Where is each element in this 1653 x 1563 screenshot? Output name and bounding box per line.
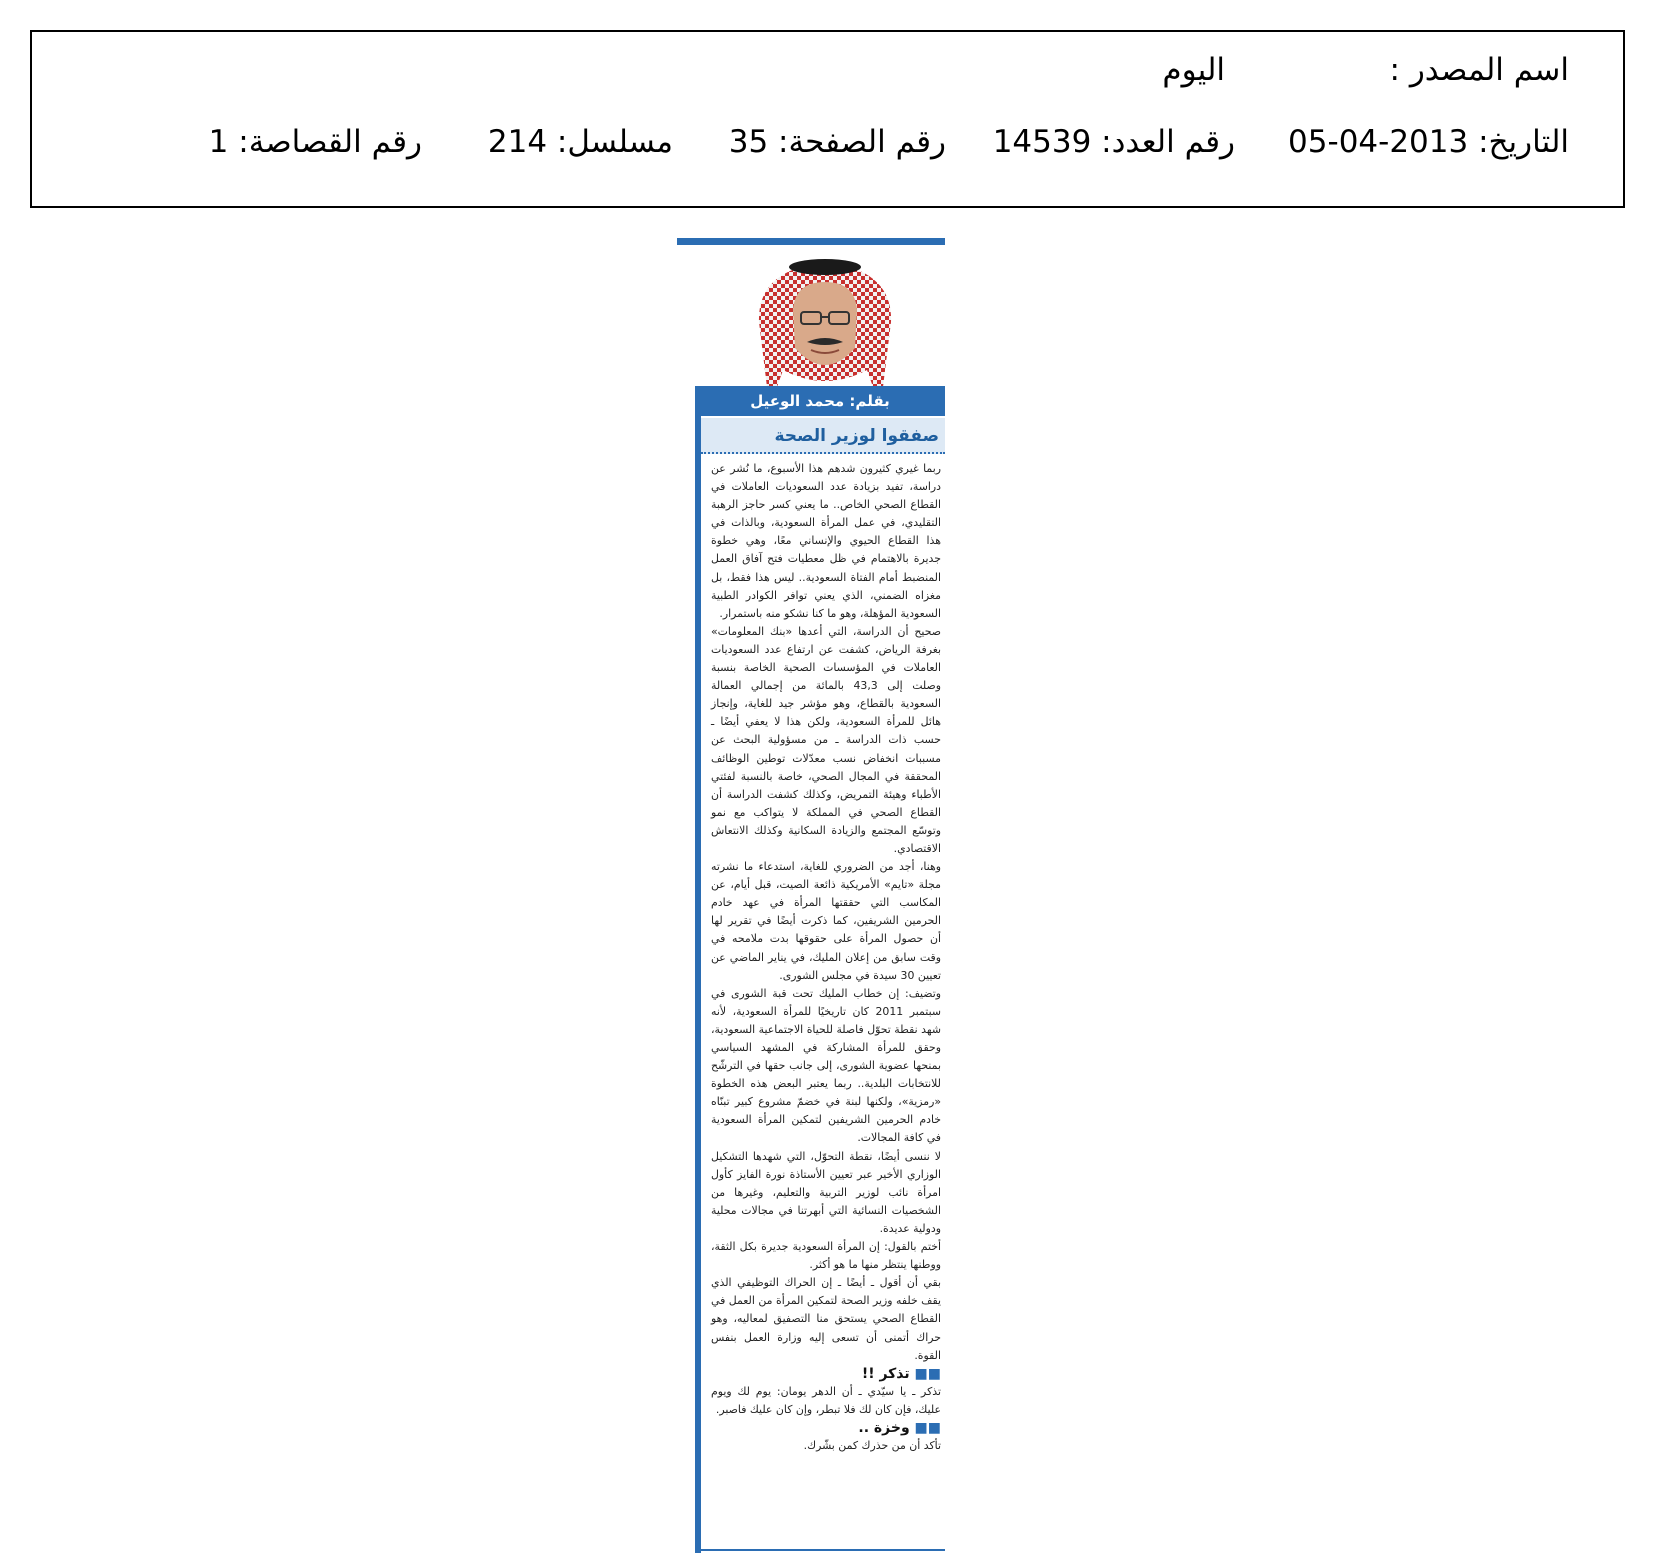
article-body [711, 460, 941, 1455]
square-bullet-icon: ■■ [909, 1365, 941, 1382]
jab-heading [711, 1419, 941, 1437]
paragraph: لا ننسى أيضًا، نقطة التحوّل، التي شهدها التشكيل الوزاري الأخير عبر تعيين الأستاذة نورة الفايز كأول امرأة نائب لوزير التربية والتعليم، وغيرها من الشخصيات النسائية التي أبهرتنا في مجالات محلية ودولية عديدة. [711, 1149, 941, 1235]
paragraph: ربما غيري كثيرون شدهم هذا الأسبوع، ما نُشر عن دراسة، تفيد بزيادة عدد السعوديات العاملات في القطاع الصحي الخاص.. ما يعني كسر حاجز الرهبة التقليدي، في عمل المرأة السعودية، وبالذات في هذا القطاع الحيوي والإنساني معًا، وهي خطوة جديرة بالاهتمام في ظل معطيات فتح آفاق العمل المنضبط أمام الفتاة السعودية.. ليس هذا فقط، بل مغزاه الضمني، الذي يعني توافر الكوادر الطبية السعودية المؤهلة، وهو ما كنا نشكو منه باستمرار. [711, 462, 941, 620]
paragraph: أختم بالقول: إن المرأة السعودية جديرة بكل الثقة، ووطنها ينتظر منها ما هو أكثر. [711, 1240, 941, 1272]
jab-text: تأكد أن من حذرك كمن بشّرك. [803, 1439, 941, 1453]
source-value: اليوم [1162, 52, 1225, 88]
paragraph: بقي أن أقول ـ أيضًا ـ إن الحراك التوظيفي الذي يقف خلفه وزير الصحة لتمكين المرأة من العمل في القطاع الصحي يستحق منا التصفيق لمعاليه، وهو حراك أتمنى أن تسعى إليه وزارة العمل بنفس القوة. [711, 1276, 941, 1362]
bottom-accent-line [695, 1549, 945, 1551]
source-label: اسم المصدر : [1389, 52, 1569, 88]
page-number: رقم الصفحة: 35 [728, 124, 946, 160]
byline: بقلم: محمد الوعيل [695, 386, 945, 416]
column-side-bar [695, 386, 701, 1553]
article-title: صفقوا لوزير الصحة [701, 418, 945, 454]
clip-number: رقم القصاصة: 1 [208, 124, 422, 160]
remember-heading-text: تذكر !! [861, 1365, 910, 1382]
columnist-portrait [749, 252, 901, 387]
square-bullet-icon: ■■ [909, 1419, 941, 1436]
issue-number: رقم العدد: 14539 [992, 124, 1235, 160]
serial-number: مسلسل: 214 [487, 124, 673, 160]
date-field: التاريخ: 2013-04-05 [1288, 124, 1569, 160]
paragraph: صحيح أن الدراسة، التي أعدها «بنك المعلومات» بغرفة الرياض، كشفت عن ارتفاع عدد السعوديات العاملات في المؤسسات الصحية الخاصة بنسبة وصلت إلى 43,3 بالمائة من إجمالي العمالة السعودية بالقطاع، وهو مؤشر جيد للغاية، وإنجاز هائل للمرأة السعودية، ولكن هذا لا يعفي أيضًا ـ حسب ذات الدراسة ـ من مسؤولية البحث عن مسببات انخفاض نسب معدّلات توطين الوظائف المحققة في المجال الصحي، خاصة بالنسبة لفئتي الأطباء وهيئة التمريض، وكذلك كشفت الدراسة أن القطاع الصحي في المملكة لا يتواكب مع نمو وتوسّع المجتمع والزيادة السكانية وكذلك الانتعاش الاقتصادي. [711, 624, 941, 855]
source-info-box [30, 30, 1625, 208]
remember-heading [711, 1365, 941, 1383]
newspaper-clipping [677, 238, 945, 1553]
paragraph: وهنا، أجد من الضروري للغاية، استدعاء ما نشرته مجلة «تايم» الأمريكية ذائعة الصيت، قبل أيام، عن المكاسب التي حققتها المرأة في عهد خادم الحرمين الشريفين، كما ذكرت أيضًا في تقرير لها أن حصول المرأة على حقوقها بدت ملامحه في وقت سابق من إعلان المليك، في يناير الماضي عن تعيين 30 سيدة في مجلس الشورى. [711, 860, 941, 982]
top-accent-bar [677, 238, 945, 245]
jab-heading-text: وخزة .. [858, 1419, 910, 1436]
paragraph: وتضيف: إن خطاب المليك تحت قبة الشورى في سبتمبر 2011 كان تاريخيًا للمرأة السعودية، لأنه شهد نقطة تحوّل فاصلة للحياة الاجتماعية السعودية، وحقق للمرأة المشاركة في المشهد السياسي بمنحها عضوية الشورى، إلى جانب حقها في الترشّح للانتخابات البلدية.. ربما يعتبر البعض هذه الخطوة «رمزية»، ولكنها لبنة في خضمّ مشروع كبير تبنّاه خادم الحرمين الشريفين لتمكين المرأة السعودية في كافة المجالات. [711, 986, 941, 1145]
remember-text: تذكر ـ يا سيّدي ـ أن الدهر يومان: يوم لك ويوم عليك، فإن كان لك فلا تبطر، وإن كان عليك فاصبر. [711, 1384, 941, 1416]
